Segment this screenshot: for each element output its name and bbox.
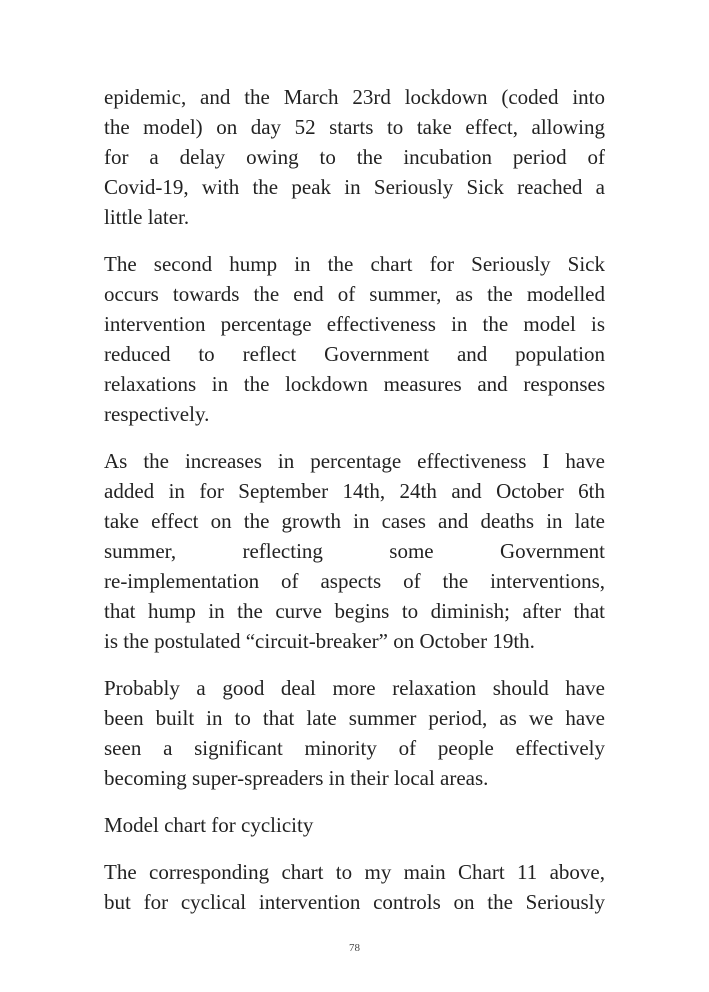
text-line: for a delay owing to the incubation period of: [104, 145, 605, 169]
text-line: The corresponding chart to my main Chart 11 above,: [104, 860, 605, 884]
text-line: little later.: [104, 205, 190, 229]
text-line: The second hump in the chart for Seriously Sick: [104, 252, 605, 276]
text-line: the model) on day 52 starts to take effect, allowing: [104, 115, 605, 139]
page-number: 78: [349, 942, 360, 954]
text-line: seen a significant minority of people effectively: [104, 736, 605, 760]
text-line: occurs towards the end of summer, as the modelled: [104, 282, 605, 306]
text-line: intervention percentage effectiveness in the model is: [104, 312, 605, 336]
text-line: Covid-19, with the peak in Seriously Sick reached a: [104, 175, 605, 199]
text-line: As the increases in percentage effectiveness I have: [104, 449, 605, 473]
text-line: reduced to reflect Government and population: [104, 342, 605, 366]
paragraph-3: [104, 446, 605, 656]
text-line: epidemic, and the March 23rd lockdown (coded into: [104, 85, 605, 109]
text-line: becoming super-spreaders in their local areas.: [104, 766, 489, 790]
paragraph-2: [104, 249, 605, 429]
text-line: but for cyclical intervention controls on the Seriously: [104, 890, 605, 914]
page-body: [104, 82, 605, 917]
text-line: Probably a good deal more relaxation should have: [104, 676, 605, 700]
text-line: re-implementation of aspects of the interventions,: [104, 569, 605, 593]
text-line: respectively.: [104, 402, 210, 426]
text-line: been built in to that late summer period, as we have: [104, 706, 605, 730]
text-line: that hump in the curve begins to diminish; after that: [104, 599, 605, 623]
text-line: summer, reflecting some Government: [104, 539, 605, 563]
paragraph-4: [104, 673, 605, 793]
paragraph-5: [104, 857, 605, 917]
text-line: is the postulated “circuit-breaker” on October 19th.: [104, 629, 535, 653]
section-heading: Model chart for cyclicity: [104, 813, 314, 837]
text-line: relaxations in the lockdown measures and responses: [104, 372, 605, 396]
text-line: take effect on the growth in cases and deaths in late: [104, 509, 605, 533]
text-line: added in for September 14th, 24th and October 6th: [104, 479, 605, 503]
paragraph-1: [104, 82, 605, 232]
